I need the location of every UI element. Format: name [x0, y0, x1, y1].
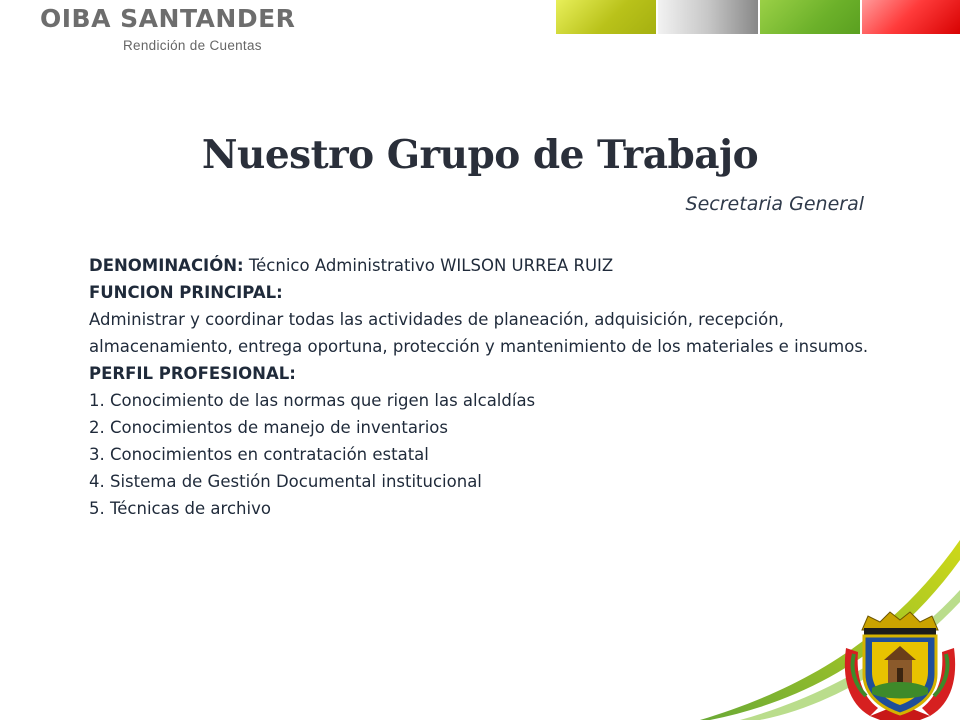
- perfil-item: 1. Conocimiento de las normas que rigen las alcaldías: [89, 391, 536, 410]
- tab-green: [760, 0, 860, 34]
- content-body: [89, 252, 879, 522]
- page-title: Nuestro Grupo de Trabajo: [201, 132, 759, 178]
- perfil-item: 4. Sistema de Gestión Documental institucional: [89, 472, 482, 491]
- tab-yellow-green: [556, 0, 656, 34]
- denominacion-value: Técnico Administrativo WILSON URREA RUIZ: [243, 256, 614, 275]
- perfil-item: 2. Conocimientos de manejo de inventarios: [89, 418, 448, 437]
- brand-subtitle: Rendición de Cuentas: [123, 38, 262, 53]
- perfil-label: PERFIL PROFESIONAL:: [89, 364, 296, 383]
- tab-gray: [658, 0, 758, 34]
- funcion-label: FUNCION PRINCIPAL:: [89, 283, 283, 302]
- coat-of-arms-icon: [840, 608, 960, 720]
- perfil-item: 3. Conocimientos en contratación estatal: [89, 445, 429, 464]
- tab-red: [862, 0, 960, 34]
- page-subtitle: Secretaria General: [685, 193, 864, 215]
- funcion-text: Administrar y coordinar todas las actividades de planeación, adquisición, recepción, almacenamiento, entrega oportuna, protección y mantenimiento de los materiales e insumos.: [89, 310, 869, 356]
- color-tabs: [556, 0, 960, 34]
- perfil-item: 5. Técnicas de archivo: [89, 499, 271, 518]
- brand-title: OIBA SANTANDER: [40, 4, 296, 33]
- denominacion-line: [89, 252, 879, 279]
- denominacion-label: DENOMINACIÓN:: [89, 256, 244, 275]
